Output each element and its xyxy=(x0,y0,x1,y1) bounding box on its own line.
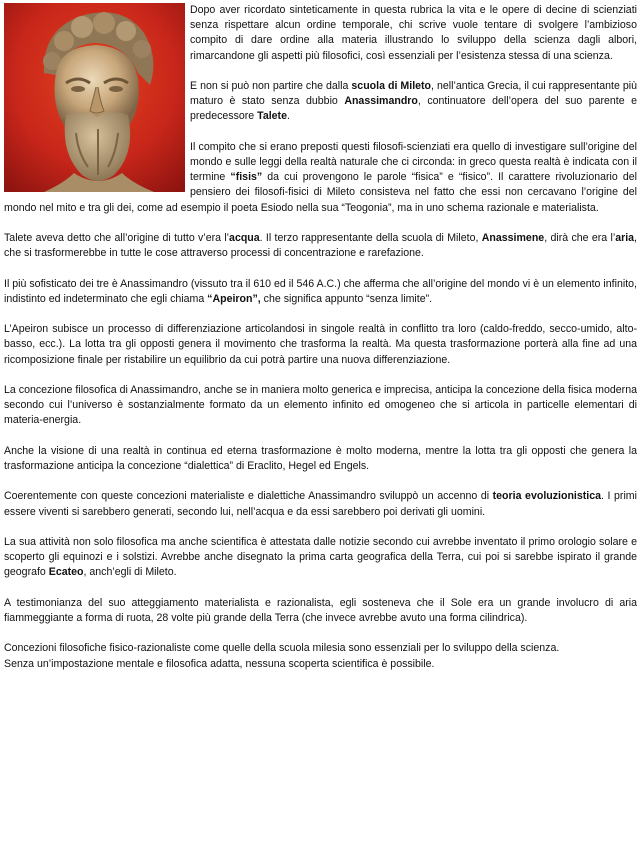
paragraph-differenziazione: L’Apeiron subisce un processo di differenziazione articolandosi in singole realtà in conflitto tra loro (caldo-freddo, secco-umido, alto-basso, ecc.). La lotta tra gli opposti genera il movimento che trasforma la realtà. Ma questa trasformazione porterà alla fine ad una ricomposizione finale per ristabilire un equilibrio da cui potrà partire una nuova differenziazione. xyxy=(4,323,637,366)
term-fisis: “fisis” xyxy=(230,171,263,184)
paragraph-fisis: Il compito che si erano preposti questi filosofi-scienziati era quello di investigare sull’origine del mondo e sulle leggi della realtà naturale che ci circonda: in greco questa realtà è indicata con il termine “fisis” da cui provengono le parole “fisica” e “fisico”. Il carattere rivoluzionario del pensiero dei filosofi-fisici di Mileto consisteva nel fatto che essi non cercavano l’origine del mondo nel mito e tra gli dei, come ad esempio il poeta Esiodo nella sua “Teogonia”, ma in uno schema razionale e materialista. xyxy=(4,140,637,214)
paragraph-intro: Dopo aver ricordato sinteticamente in questa rubrica la vita e le opere di decine di scienziati senza rispettare alcun ordine temporale, chi scrive vuole tentare di svolgere l’ambizioso compito di dare ordine alla materia illustrando lo sviluppo della scienza dagli albori, rimarcandone gli aspetti più filosofici, così essenziali per l’esistenza stessa di una scienza. xyxy=(190,4,637,62)
term-teoria-evoluzionistica: teoria evoluzionistica xyxy=(492,490,601,503)
term-apeiron: “Apeiron”, xyxy=(207,292,261,305)
paragraph-mileto: E non si può non partire che dalla scuola di Mileto, nell’antica Grecia, il cui rappresentante più maturo è stato senza dubbio Anassimandro, continuatore dell’opera del suo parente e predecessore Talete. xyxy=(190,80,638,123)
term-acqua: acqua xyxy=(229,232,260,244)
paragraph-attivita-scientifica: La sua attività non solo filosofica ma anche scientifica è attestata dalle notizie secondo cui avrebbe inventato il primo orologio solare e scoperto gli equinozi e i solstizi. Avrebbe anche disegnato la prima carta geografica della Terra, cui poi si sarebbe ispirato il grande geografo Ecateo, anch’egli di Mileto. xyxy=(4,535,637,579)
anaximander-bust-image xyxy=(4,3,185,192)
paragraph-sole: A testimonianza del suo atteggiamento materialista e razionalista, egli sosteneva che il Sole era un grande involucro di aria fiammeggiante a forma di ruota, 28 volte più grande della Terra (che invece avrebbe avuto una forma cilindrica). xyxy=(4,596,637,624)
paragraph-evoluzionismo: Coerentemente con queste concezioni materialiste e dialettiche Anassimandro sviluppò un accenno di teoria evoluzionistica. I primi essere viventi si sarebbero generati, secondo lui, nell’acqua e da essi sarebbero poi derivati gli uomini. xyxy=(4,490,637,518)
term-anassimene: Anassimene xyxy=(481,232,545,244)
term-ecateo: Ecateo xyxy=(48,566,84,579)
term-talete: Talete xyxy=(257,110,287,123)
paragraph-dialettica: Anche la visione di una realtà in continua ed eterna trasformazione è molto moderna, mentre la lotta tra gli opposti che genera la trasformazione anticipa la concezione “dialettica” di Eraclito, Hegel ed Engels. xyxy=(4,444,637,472)
paragraph-fisica-moderna: La concezione filosofica di Anassimandro, anche se in maniera molto generica e imprecisa, anticipa la concezione della fisica moderna secondo cui l’universo è sostanzialmente formato da un elemento infinito ed omogeneo che si articola in particelle elementari di materia-energia. xyxy=(4,383,637,427)
term-scuola-di-mileto: scuola di Mileto xyxy=(351,80,432,92)
paragraph-chiusura: Senza un’impostazione mentale e filosofica adatta, nessuna scoperta scientifica è possibile. xyxy=(4,657,435,670)
paragraph-talete-acqua: Talete aveva detto che all’origine di tutto v’era l’acqua. Il terzo rappresentante della scuola di Mileto, Anassimene, dirà che era l’aria, che si trasformerebbe in tutte le cose attraverso processi di concentrazione e rarefazione. xyxy=(4,232,637,260)
term-anassimandro: Anassimandro xyxy=(344,95,418,108)
paragraph-apeiron: Il più sofisticato dei tre è Anassimandro (vissuto tra il 610 ed il 546 A.C.) che afferma che all’origine del mondo vi è un elemento infinito, indistinto ed indeterminato che egli chiama “Apeiron”, che significa appunto “senza limite”. xyxy=(4,277,637,305)
paragraph-conclusione: Concezioni filosofiche fisico-razionaliste come quelle della scuola milesia sono essenziali per lo sviluppo della scienza. xyxy=(4,642,560,655)
bust-portrait-icon xyxy=(4,3,185,192)
term-aria: aria xyxy=(615,232,635,244)
